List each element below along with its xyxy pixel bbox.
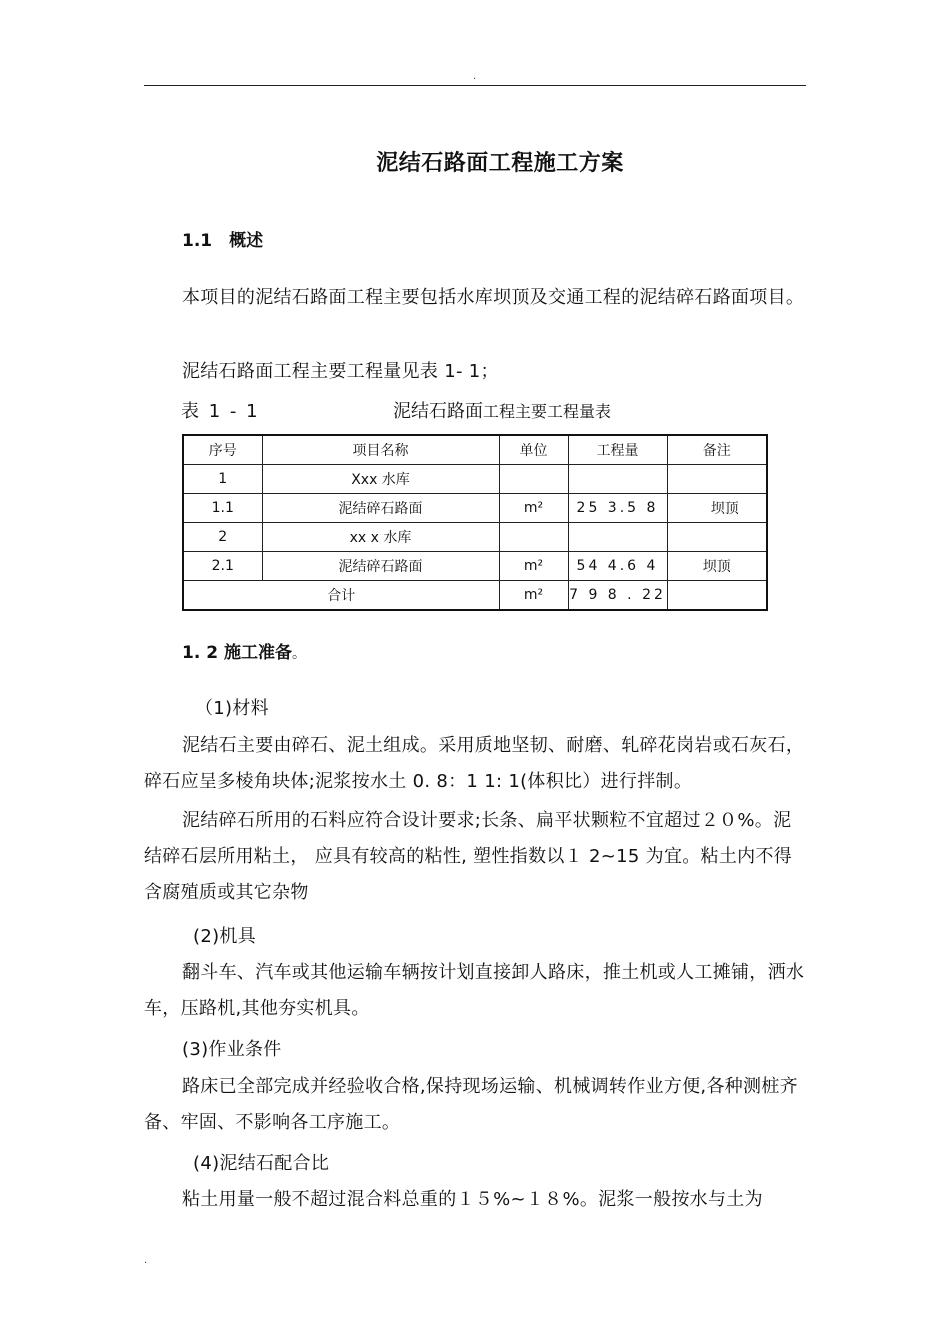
table-header-cell: 备注 bbox=[667, 435, 767, 465]
table-total-label: 合计 bbox=[183, 581, 499, 611]
table-total-row bbox=[183, 581, 767, 611]
table-cell bbox=[568, 523, 667, 552]
table-row bbox=[183, 465, 767, 494]
mix-ratio-paragraph: 粘土用量一般不超过混合料总重的１５%~１８%。泥浆一般按水与土为 bbox=[182, 1189, 763, 1210]
materials-label: （1)材料 bbox=[195, 698, 269, 719]
table-cell: 泥结碎石路面 bbox=[262, 494, 499, 523]
table-cell: m² bbox=[499, 494, 568, 523]
table-total-unit: m² bbox=[499, 581, 568, 611]
table-cell: xx x 水库 bbox=[262, 523, 499, 552]
table-caption-title-rest: 工程主要工程量表 bbox=[483, 402, 612, 421]
table-cell: 54 4.6 4 bbox=[568, 552, 667, 581]
table-header-cell: 工程量 bbox=[568, 435, 667, 465]
table-row bbox=[183, 523, 767, 552]
table-cell: 泥结碎石路面 bbox=[262, 552, 499, 581]
table-cell bbox=[499, 523, 568, 552]
table-cell: 1 bbox=[183, 465, 262, 494]
table-row bbox=[183, 552, 767, 581]
document-title: 泥结石路面工程施工方案 bbox=[376, 151, 624, 176]
overview-table-reference: 泥结石路面工程主要工程量见表 1- 1； bbox=[182, 361, 499, 382]
quantity-table bbox=[182, 434, 768, 611]
table-cell: 坝顶 bbox=[667, 494, 767, 523]
conditions-label: (3)作业条件 bbox=[182, 1039, 282, 1060]
table-caption-title bbox=[393, 397, 611, 423]
table-cell bbox=[667, 523, 767, 552]
machinery-label: (2)机具 bbox=[193, 926, 256, 947]
mix-ratio-label: (4)泥结石配合比 bbox=[193, 1153, 330, 1174]
table-header-cell: 序号 bbox=[183, 435, 262, 465]
footer-dot: . bbox=[144, 1255, 148, 1266]
table-cell: 坝顶 bbox=[667, 552, 767, 581]
overview-paragraph: 本项目的泥结石路面工程主要包括水库坝顶及交通工程的泥结碎石路面项目。 bbox=[182, 287, 805, 308]
table-header-cell: 项目名称 bbox=[262, 435, 499, 465]
table-cell bbox=[568, 465, 667, 494]
table-cell: 25 3.5 8 bbox=[568, 494, 667, 523]
table-total-note bbox=[667, 581, 767, 611]
table-cell: 2.1 bbox=[183, 552, 262, 581]
section-heading-preparation bbox=[182, 638, 306, 663]
materials-paragraph-2: 泥结碎石所用的石料应符合设计要求;长条、扁平状颗粒不宜超过２０%。泥结碎石层所用粘土， 应具有较高的粘性, 塑性指数以１ 2~15 为宜。粘土内不得含腐殖质或其它杂物 bbox=[144, 810, 793, 903]
table-header-row bbox=[183, 435, 767, 465]
table-cell: 2 bbox=[183, 523, 262, 552]
header-dot: . bbox=[473, 71, 477, 82]
section-heading-overview: 1.1 概述 bbox=[182, 231, 264, 251]
section-heading-preparation-text: 1. 2 施工准备 bbox=[182, 643, 292, 663]
machinery-paragraph: 翻斗车、汽车或其他运输车辆按计划直接卸人路床，推土机或人工摊铺，洒水车，压路机,其他夯实机具。 bbox=[144, 962, 805, 1019]
table-caption-title-main: 泥结石路面 bbox=[393, 401, 483, 422]
table-caption-label: 表 1 - 1 bbox=[181, 401, 260, 422]
table-header-cell: 单位 bbox=[499, 435, 568, 465]
table-cell bbox=[499, 465, 568, 494]
table-total-value: 7 9 8 . 22 bbox=[568, 581, 667, 611]
header-rule bbox=[144, 85, 806, 86]
table-cell: m² bbox=[499, 552, 568, 581]
table-cell bbox=[667, 465, 767, 494]
table-cell: Xxx 水库 bbox=[262, 465, 499, 494]
table-cell: 1.1 bbox=[183, 494, 262, 523]
section-heading-preparation-suffix: 。 bbox=[291, 646, 306, 662]
materials-paragraph-1: 泥结石主要由碎石、泥土组成。采用质地坚韧、耐磨、轧碎花岗岩或石灰石，碎石应呈多棱角块体;泥浆按水土 0. 8：1 1: 1(体积比）进行拌制。 bbox=[144, 735, 805, 792]
table-row bbox=[183, 494, 767, 523]
conditions-paragraph: 路床已全部完成并经验收合格,保持现场运输、机械调转作业方便,各种测桩齐备、牢固、不影响各工序施工。 bbox=[144, 1076, 798, 1133]
